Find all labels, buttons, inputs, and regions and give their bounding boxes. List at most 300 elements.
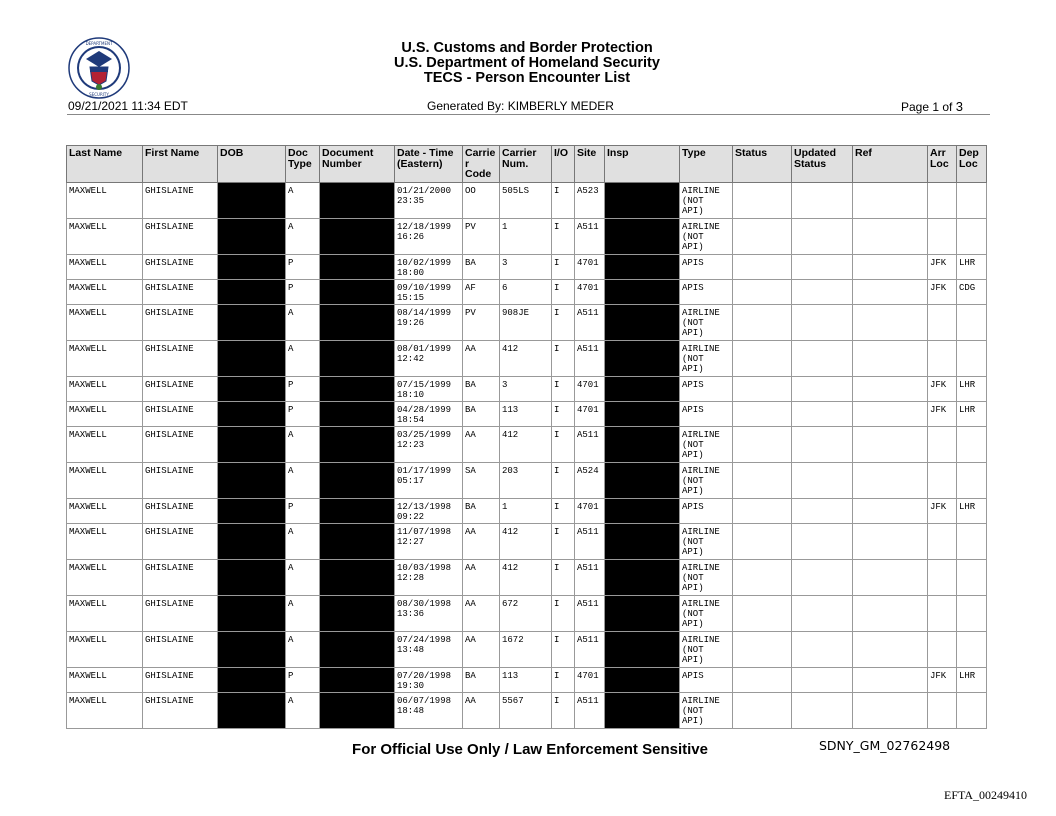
cell-site: A511 <box>575 559 605 595</box>
cell-updated-status <box>792 254 853 279</box>
cell-ref <box>853 631 928 667</box>
cell-dep-loc <box>957 523 987 559</box>
page-indicator <box>901 99 963 114</box>
column-header-insp: Insp <box>605 146 680 183</box>
cell-document-number-redacted <box>320 498 395 523</box>
cell-insp-redacted <box>605 279 680 304</box>
column-header-last-name: Last Name <box>67 146 143 183</box>
cell-document-number-redacted <box>320 304 395 340</box>
cell-carrier-code: OO <box>463 182 500 218</box>
generated-by: Generated By: KIMBERLY MEDER <box>427 99 614 113</box>
cell-updated-status <box>792 559 853 595</box>
report-title: TECS - Person Encounter List <box>423 70 631 86</box>
cell-dep-loc <box>957 182 987 218</box>
cell-io: I <box>552 462 575 498</box>
cell-first-name: GHISLAINE <box>143 559 218 595</box>
cell-io: I <box>552 498 575 523</box>
cell-ref <box>853 462 928 498</box>
cell-dep-loc: LHR <box>957 376 987 401</box>
cell-arr-loc <box>928 523 957 559</box>
cell-doc-type: A <box>286 559 320 595</box>
cell-document-number-redacted <box>320 523 395 559</box>
cell-dep-loc <box>957 340 987 376</box>
cell-carrier-num: 203 <box>500 462 552 498</box>
cell-arr-loc: JFK <box>928 279 957 304</box>
cell-arr-loc <box>928 426 957 462</box>
cell-last-name: MAXWELL <box>67 498 143 523</box>
cell-carrier-code: BA <box>463 254 500 279</box>
cell-type: AIRLINE (NOT API) <box>680 340 733 376</box>
cell-updated-status <box>792 692 853 728</box>
cell-dob-redacted <box>218 631 286 667</box>
cell-type: AIRLINE (NOT API) <box>680 218 733 254</box>
cell-doc-type: P <box>286 254 320 279</box>
cell-updated-status <box>792 595 853 631</box>
cell-date-time: 03/25/1999 12:23 <box>395 426 463 462</box>
cell-updated-status <box>792 667 853 692</box>
cell-doc-type: P <box>286 401 320 426</box>
page-prefix: Page 1 of <box>901 100 953 114</box>
cell-carrier-code: AA <box>463 692 500 728</box>
classification-footer: For Official Use Only / Law Enforcement Sensitive <box>352 741 708 758</box>
cell-insp-redacted <box>605 340 680 376</box>
table-row <box>67 559 987 595</box>
cell-doc-type: P <box>286 279 320 304</box>
table-body <box>67 182 987 728</box>
column-header-site: Site <box>575 146 605 183</box>
cell-doc-type: A <box>286 304 320 340</box>
cell-ref <box>853 595 928 631</box>
column-header-dep-loc: Dep Loc <box>957 146 987 183</box>
table-header-row <box>67 146 987 183</box>
report-timestamp: 09/21/2021 11:34 EDT <box>68 99 188 113</box>
cell-io: I <box>552 340 575 376</box>
cell-carrier-num: 6 <box>500 279 552 304</box>
cell-carrier-code: BA <box>463 401 500 426</box>
bates-sdny: SDNY_GM_02762498 <box>819 738 951 753</box>
cell-status <box>733 182 792 218</box>
cell-dob-redacted <box>218 304 286 340</box>
cell-carrier-num: 672 <box>500 595 552 631</box>
cell-insp-redacted <box>605 304 680 340</box>
cell-document-number-redacted <box>320 631 395 667</box>
cell-carrier-num: 412 <box>500 559 552 595</box>
table-row <box>67 279 987 304</box>
cell-doc-type: A <box>286 631 320 667</box>
cell-doc-type: A <box>286 182 320 218</box>
cell-last-name: MAXWELL <box>67 559 143 595</box>
cell-site: A511 <box>575 523 605 559</box>
cell-insp-redacted <box>605 692 680 728</box>
cell-dob-redacted <box>218 340 286 376</box>
encounter-table <box>66 145 987 729</box>
cell-date-time: 08/30/1998 13:36 <box>395 595 463 631</box>
cell-updated-status <box>792 401 853 426</box>
cell-dob-redacted <box>218 182 286 218</box>
cell-ref <box>853 376 928 401</box>
table-row <box>67 595 987 631</box>
column-header-document-number: Document Number <box>320 146 395 183</box>
cell-io: I <box>552 218 575 254</box>
cell-last-name: MAXWELL <box>67 304 143 340</box>
cell-first-name: GHISLAINE <box>143 376 218 401</box>
cell-insp-redacted <box>605 631 680 667</box>
header-divider <box>67 114 990 115</box>
cell-dob-redacted <box>218 667 286 692</box>
cell-dob-redacted <box>218 559 286 595</box>
svg-text:SECURITY: SECURITY <box>89 92 109 97</box>
cell-status <box>733 401 792 426</box>
cell-carrier-code: PV <box>463 218 500 254</box>
cell-arr-loc: JFK <box>928 401 957 426</box>
cell-carrier-code: AA <box>463 340 500 376</box>
cell-arr-loc <box>928 631 957 667</box>
cell-dep-loc: LHR <box>957 667 987 692</box>
cell-last-name: MAXWELL <box>67 631 143 667</box>
cell-dep-loc: LHR <box>957 254 987 279</box>
cell-date-time: 06/07/1998 18:48 <box>395 692 463 728</box>
cell-type: AIRLINE (NOT API) <box>680 595 733 631</box>
cell-site: A511 <box>575 595 605 631</box>
cell-doc-type: P <box>286 376 320 401</box>
cell-doc-type: A <box>286 218 320 254</box>
cell-document-number-redacted <box>320 279 395 304</box>
cell-carrier-code: BA <box>463 667 500 692</box>
cell-date-time: 12/13/1998 09:22 <box>395 498 463 523</box>
cell-arr-loc: JFK <box>928 667 957 692</box>
cell-carrier-num: 1 <box>500 498 552 523</box>
cell-io: I <box>552 304 575 340</box>
column-header-arr-loc: Arr Loc <box>928 146 957 183</box>
cell-insp-redacted <box>605 523 680 559</box>
cell-carrier-code: SA <box>463 462 500 498</box>
cell-updated-status <box>792 182 853 218</box>
cell-status <box>733 340 792 376</box>
cell-document-number-redacted <box>320 667 395 692</box>
cell-date-time: 08/14/1999 19:26 <box>395 304 463 340</box>
cell-site: A511 <box>575 218 605 254</box>
cell-status <box>733 218 792 254</box>
cell-dob-redacted <box>218 462 286 498</box>
table-row <box>67 401 987 426</box>
cell-site: A511 <box>575 304 605 340</box>
table-row <box>67 218 987 254</box>
cell-carrier-num: 412 <box>500 426 552 462</box>
cell-dep-loc <box>957 462 987 498</box>
cell-carrier-code: PV <box>463 304 500 340</box>
cell-carrier-num: 505LS <box>500 182 552 218</box>
table-row <box>67 667 987 692</box>
cell-carrier-num: 1672 <box>500 631 552 667</box>
column-header-io: I/O <box>552 146 575 183</box>
table-row <box>67 182 987 218</box>
cell-date-time: 07/15/1999 18:10 <box>395 376 463 401</box>
cell-first-name: GHISLAINE <box>143 279 218 304</box>
svg-text:DEPARTMENT: DEPARTMENT <box>85 41 113 46</box>
cell-type: AIRLINE (NOT API) <box>680 523 733 559</box>
cell-doc-type: P <box>286 667 320 692</box>
cell-dob-redacted <box>218 426 286 462</box>
cell-insp-redacted <box>605 218 680 254</box>
cell-dep-loc <box>957 304 987 340</box>
cell-io: I <box>552 401 575 426</box>
cell-document-number-redacted <box>320 254 395 279</box>
cell-document-number-redacted <box>320 559 395 595</box>
cell-ref <box>853 667 928 692</box>
cell-type: APIS <box>680 667 733 692</box>
cell-type: AIRLINE (NOT API) <box>680 559 733 595</box>
cell-type: AIRLINE (NOT API) <box>680 631 733 667</box>
cell-document-number-redacted <box>320 218 395 254</box>
cell-insp-redacted <box>605 667 680 692</box>
agency-title: U.S. Customs and Border Protection <box>401 40 653 56</box>
column-header-ref: Ref <box>853 146 928 183</box>
cell-type: AIRLINE (NOT API) <box>680 182 733 218</box>
cell-date-time: 04/28/1999 18:54 <box>395 401 463 426</box>
cell-first-name: GHISLAINE <box>143 182 218 218</box>
cell-last-name: MAXWELL <box>67 462 143 498</box>
table-row <box>67 498 987 523</box>
cell-first-name: GHISLAINE <box>143 304 218 340</box>
cell-date-time: 09/10/1999 15:15 <box>395 279 463 304</box>
cell-last-name: MAXWELL <box>67 279 143 304</box>
cell-dep-loc: CDG <box>957 279 987 304</box>
cell-site: A523 <box>575 182 605 218</box>
cell-arr-loc <box>928 304 957 340</box>
cell-doc-type: A <box>286 692 320 728</box>
cell-dep-loc <box>957 692 987 728</box>
cell-dob-redacted <box>218 401 286 426</box>
cell-date-time: 01/21/2000 23:35 <box>395 182 463 218</box>
column-header-updated-status: Updated Status <box>792 146 853 183</box>
cell-arr-loc <box>928 595 957 631</box>
cell-document-number-redacted <box>320 401 395 426</box>
cell-status <box>733 523 792 559</box>
cell-first-name: GHISLAINE <box>143 254 218 279</box>
column-header-type: Type <box>680 146 733 183</box>
cell-arr-loc <box>928 559 957 595</box>
cell-site: A524 <box>575 462 605 498</box>
cell-carrier-num: 113 <box>500 667 552 692</box>
cell-status <box>733 426 792 462</box>
cell-carrier-num: 908JE <box>500 304 552 340</box>
cell-last-name: MAXWELL <box>67 340 143 376</box>
cell-carrier-code: AA <box>463 631 500 667</box>
cell-dob-redacted <box>218 218 286 254</box>
cell-status <box>733 595 792 631</box>
cell-first-name: GHISLAINE <box>143 667 218 692</box>
cell-date-time: 01/17/1999 05:17 <box>395 462 463 498</box>
column-header-carrier-code: Carrie r Code <box>463 146 500 183</box>
cell-last-name: MAXWELL <box>67 595 143 631</box>
cell-last-name: MAXWELL <box>67 376 143 401</box>
cell-insp-redacted <box>605 254 680 279</box>
cell-io: I <box>552 182 575 218</box>
cell-date-time: 08/01/1999 12:42 <box>395 340 463 376</box>
cell-type: AIRLINE (NOT API) <box>680 462 733 498</box>
cell-carrier-num: 3 <box>500 376 552 401</box>
cell-date-time: 12/18/1999 16:26 <box>395 218 463 254</box>
cell-ref <box>853 692 928 728</box>
table-row <box>67 304 987 340</box>
cell-dob-redacted <box>218 376 286 401</box>
cell-dep-loc <box>957 595 987 631</box>
cell-last-name: MAXWELL <box>67 426 143 462</box>
cell-ref <box>853 401 928 426</box>
cell-date-time: 07/24/1998 13:48 <box>395 631 463 667</box>
cell-document-number-redacted <box>320 692 395 728</box>
cell-arr-loc <box>928 182 957 218</box>
cell-first-name: GHISLAINE <box>143 523 218 559</box>
cell-dep-loc <box>957 631 987 667</box>
column-header-status: Status <box>733 146 792 183</box>
cell-status <box>733 667 792 692</box>
cell-last-name: MAXWELL <box>67 182 143 218</box>
cell-dep-loc <box>957 426 987 462</box>
cell-document-number-redacted <box>320 376 395 401</box>
table-row <box>67 523 987 559</box>
cell-carrier-num: 113 <box>500 401 552 426</box>
cell-first-name: GHISLAINE <box>143 692 218 728</box>
cell-last-name: MAXWELL <box>67 218 143 254</box>
cell-first-name: GHISLAINE <box>143 462 218 498</box>
cell-site: A511 <box>575 631 605 667</box>
cell-dep-loc <box>957 559 987 595</box>
cell-status <box>733 631 792 667</box>
cell-arr-loc <box>928 340 957 376</box>
cell-updated-status <box>792 376 853 401</box>
cell-carrier-code: AA <box>463 559 500 595</box>
cell-dep-loc: LHR <box>957 498 987 523</box>
cell-io: I <box>552 559 575 595</box>
cell-dob-redacted <box>218 595 286 631</box>
cell-site: A511 <box>575 692 605 728</box>
cell-first-name: GHISLAINE <box>143 218 218 254</box>
cell-type: AIRLINE (NOT API) <box>680 426 733 462</box>
cell-updated-status <box>792 523 853 559</box>
cell-site: 4701 <box>575 498 605 523</box>
cell-document-number-redacted <box>320 426 395 462</box>
cell-io: I <box>552 279 575 304</box>
cell-type: APIS <box>680 498 733 523</box>
cell-dep-loc: LHR <box>957 401 987 426</box>
cell-io: I <box>552 523 575 559</box>
cell-io: I <box>552 667 575 692</box>
cell-site: 4701 <box>575 376 605 401</box>
column-header-carrier-num: Carrier Num. <box>500 146 552 183</box>
cell-dob-redacted <box>218 498 286 523</box>
cell-status <box>733 304 792 340</box>
cell-dob-redacted <box>218 254 286 279</box>
cell-io: I <box>552 631 575 667</box>
cell-status <box>733 559 792 595</box>
cell-doc-type: A <box>286 462 320 498</box>
cell-date-time: 07/20/1998 19:30 <box>395 667 463 692</box>
cell-status <box>733 692 792 728</box>
cell-status <box>733 279 792 304</box>
dhs-seal-logo <box>68 37 130 99</box>
column-header-first-name: First Name <box>143 146 218 183</box>
cell-type: APIS <box>680 254 733 279</box>
cell-status <box>733 376 792 401</box>
cell-document-number-redacted <box>320 595 395 631</box>
cell-ref <box>853 340 928 376</box>
cell-first-name: GHISLAINE <box>143 631 218 667</box>
cell-type: APIS <box>680 376 733 401</box>
cell-document-number-redacted <box>320 462 395 498</box>
cell-last-name: MAXWELL <box>67 401 143 426</box>
cell-document-number-redacted <box>320 182 395 218</box>
table-row <box>67 426 987 462</box>
cell-updated-status <box>792 631 853 667</box>
cell-io: I <box>552 426 575 462</box>
cell-site: A511 <box>575 340 605 376</box>
cell-doc-type: P <box>286 498 320 523</box>
cell-document-number-redacted <box>320 340 395 376</box>
cell-first-name: GHISLAINE <box>143 498 218 523</box>
table-row <box>67 340 987 376</box>
cell-site: 4701 <box>575 401 605 426</box>
cell-date-time: 11/07/1998 12:27 <box>395 523 463 559</box>
cell-updated-status <box>792 218 853 254</box>
cell-date-time: 10/03/1998 12:28 <box>395 559 463 595</box>
cell-carrier-num: 412 <box>500 340 552 376</box>
cell-site: 4701 <box>575 667 605 692</box>
cell-io: I <box>552 595 575 631</box>
cell-first-name: GHISLAINE <box>143 401 218 426</box>
cell-updated-status <box>792 340 853 376</box>
cell-carrier-code: BA <box>463 376 500 401</box>
cell-first-name: GHISLAINE <box>143 426 218 462</box>
cell-updated-status <box>792 279 853 304</box>
cell-ref <box>853 182 928 218</box>
cell-ref <box>853 498 928 523</box>
cell-carrier-num: 412 <box>500 523 552 559</box>
cell-arr-loc <box>928 692 957 728</box>
cell-first-name: GHISLAINE <box>143 595 218 631</box>
cell-status <box>733 462 792 498</box>
cell-ref <box>853 559 928 595</box>
cell-first-name: GHISLAINE <box>143 340 218 376</box>
cell-site: 4701 <box>575 279 605 304</box>
cell-type: AIRLINE (NOT API) <box>680 304 733 340</box>
cell-last-name: MAXWELL <box>67 667 143 692</box>
cell-updated-status <box>792 462 853 498</box>
table-row <box>67 692 987 728</box>
cell-carrier-num: 5567 <box>500 692 552 728</box>
cell-type: APIS <box>680 401 733 426</box>
department-title: U.S. Department of Homeland Security <box>394 55 660 71</box>
cell-last-name: MAXWELL <box>67 692 143 728</box>
column-header-dob: DOB <box>218 146 286 183</box>
cell-ref <box>853 523 928 559</box>
cell-dob-redacted <box>218 692 286 728</box>
cell-insp-redacted <box>605 401 680 426</box>
cell-last-name: MAXWELL <box>67 523 143 559</box>
cell-type: APIS <box>680 279 733 304</box>
cell-doc-type: A <box>286 523 320 559</box>
cell-ref <box>853 254 928 279</box>
cell-status <box>733 498 792 523</box>
cell-arr-loc <box>928 218 957 254</box>
cell-io: I <box>552 254 575 279</box>
cell-ref <box>853 426 928 462</box>
cell-doc-type: A <box>286 340 320 376</box>
cell-type: AIRLINE (NOT API) <box>680 692 733 728</box>
cell-arr-loc: JFK <box>928 498 957 523</box>
cell-carrier-num: 3 <box>500 254 552 279</box>
cell-carrier-code: AA <box>463 426 500 462</box>
